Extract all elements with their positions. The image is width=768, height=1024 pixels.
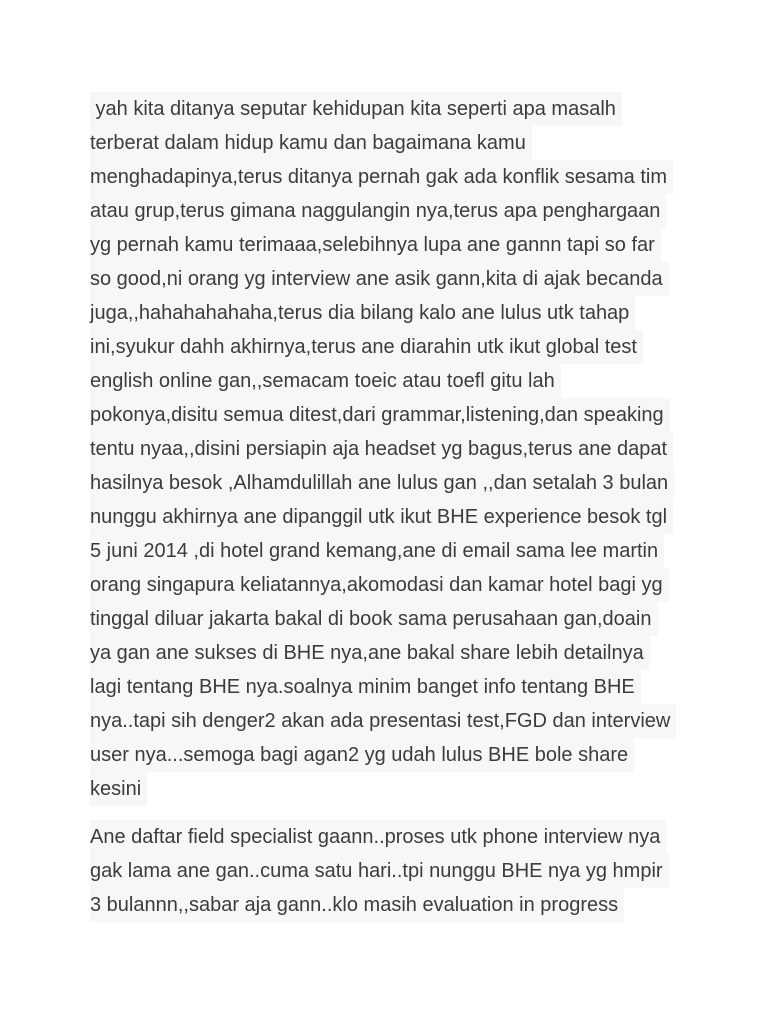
- paragraph-2: [90, 820, 690, 922]
- text-line: 3 bulannn,,sabar aja gann..klo masih evaluation in progress: [90, 888, 624, 922]
- text-line: kesini: [90, 772, 147, 806]
- text-line: hasilnya besok ,Alhamdulillah ane lulus gan ,,dan setalah 3 bulan: [90, 466, 674, 500]
- text-line: gak lama ane gan..cuma satu hari..tpi nunggu BHE nya yg hmpir: [90, 854, 669, 888]
- paragraph-1: [90, 92, 690, 806]
- text-line: menghadapinya,terus ditanya pernah gak ada konflik sesama tim: [90, 160, 673, 194]
- text-line: user nya...semoga bagi agan2 yg udah lulus BHE bole share: [90, 738, 634, 772]
- text-line: so good,ni orang yg interview ane asik gann,kita di ajak becanda: [90, 262, 669, 296]
- text-line: nya..tapi sih denger2 akan ada presentasi test,FGD dan interview: [90, 704, 676, 738]
- text-line: tentu nyaa,,disini persiapin aja headset yg bagus,terus ane dapat: [90, 432, 673, 466]
- text-line: lagi tentang BHE nya.soalnya minim banget info tentang BHE: [90, 670, 641, 704]
- text-line: yah kita ditanya seputar kehidupan kita seperti apa masalh: [90, 92, 622, 126]
- text-line: ya gan ane sukses di BHE nya,ane bakal share lebih detailnya: [90, 636, 650, 670]
- text-line: ini,syukur dahh akhirnya,terus ane diarahin utk ikut global test: [90, 330, 643, 364]
- text-line: pokonya,disitu semua ditest,dari grammar,listening,dan speaking: [90, 398, 670, 432]
- text-line: nunggu akhirnya ane dipanggil utk ikut BHE experience besok tgl: [90, 500, 673, 534]
- text-line: tinggal diluar jakarta bakal di book sama perusahaan gan,doain: [90, 602, 658, 636]
- text-line: Ane daftar field specialist gaann..proses utk phone interview nya: [90, 820, 666, 854]
- text-line: yg pernah kamu terimaaa,selebihnya lupa ane gannn tapi so far: [90, 228, 661, 262]
- text-line: juga,,hahahahahaha,terus dia bilang kalo ane lulus utk tahap: [90, 296, 635, 330]
- text-line: atau grup,terus gimana naggulangin nya,terus apa penghargaan: [90, 194, 666, 228]
- text-line: english online gan,,semacam toeic atau toefl gitu lah: [90, 364, 561, 398]
- text-line: 5 juni 2014 ,di hotel grand kemang,ane di email sama lee martin: [90, 534, 664, 568]
- text-line: orang singapura keliatannya,akomodasi dan kamar hotel bagi yg: [90, 568, 669, 602]
- document-body: [90, 92, 690, 922]
- text-line: terberat dalam hidup kamu dan bagaimana kamu: [90, 126, 532, 160]
